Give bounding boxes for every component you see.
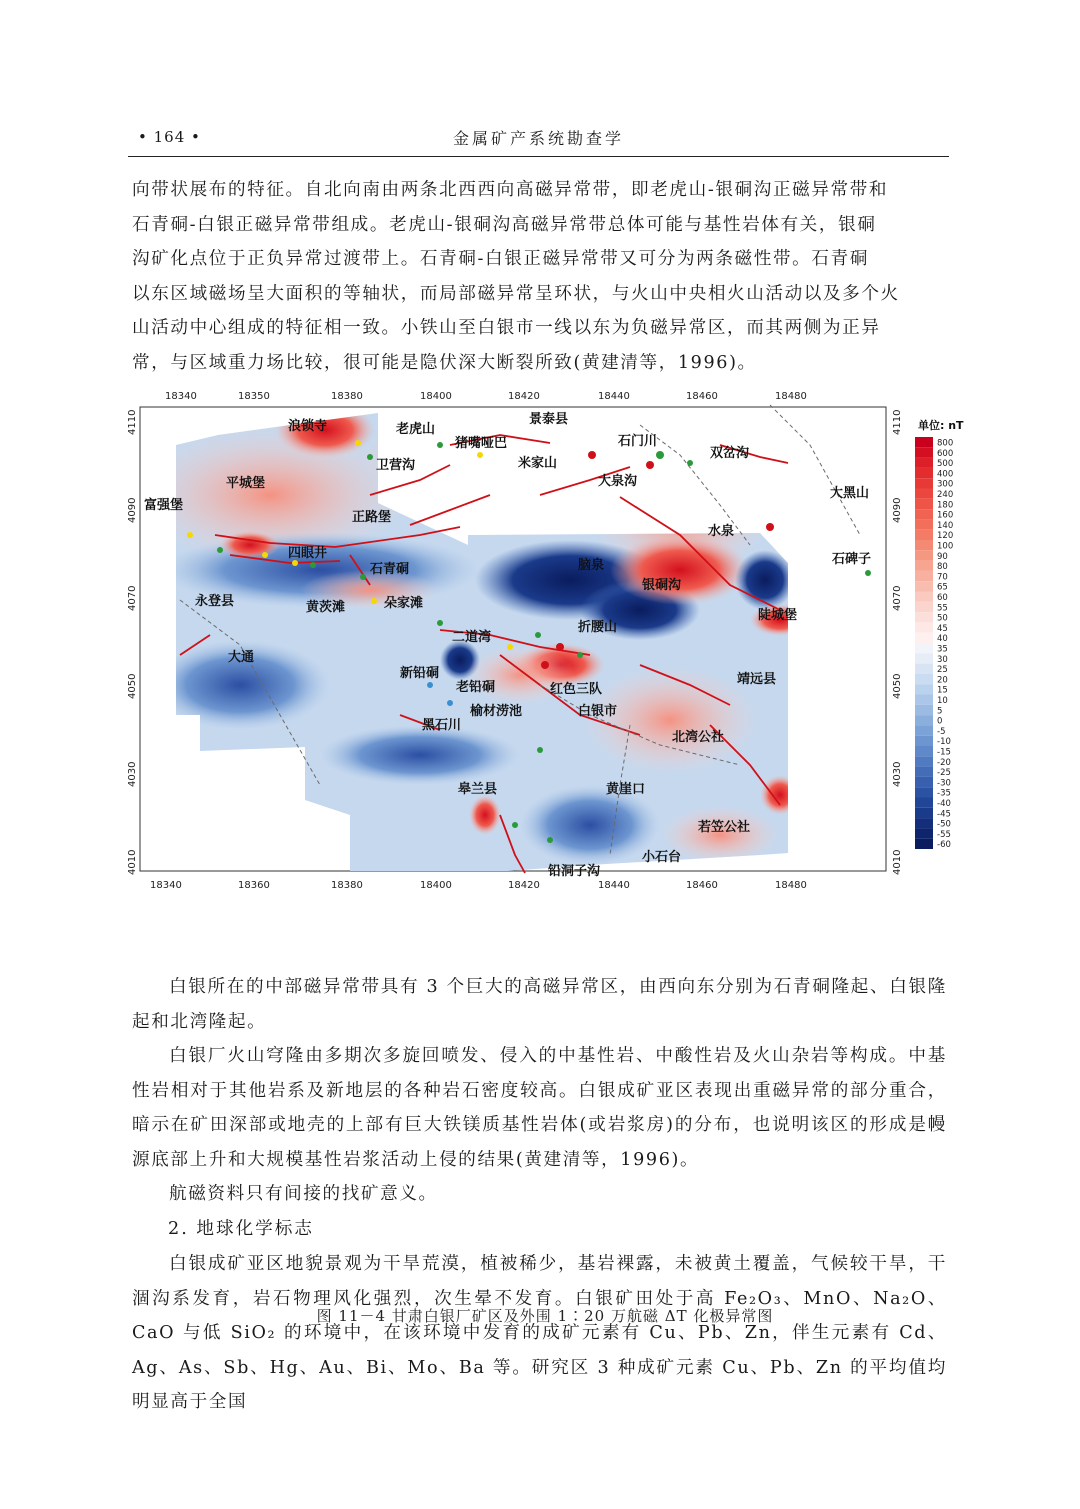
legend-swatch <box>915 499 933 509</box>
paragraph: 航磁资料只有间接的找矿意义。 <box>169 1184 438 1204</box>
place-label: 大通 <box>228 650 255 665</box>
legend-value: 80 <box>937 562 948 573</box>
legend-swatch <box>915 787 933 797</box>
place-label: 红色三队 <box>550 682 603 697</box>
left-axis <box>127 410 138 875</box>
legend-swatch <box>915 458 933 468</box>
place-label: 石门川 <box>618 434 658 449</box>
place-label: 脑泉 <box>578 558 605 573</box>
legend-swatch <box>915 561 933 571</box>
legend-swatch <box>915 571 933 581</box>
legend-value: 0 <box>937 716 943 727</box>
legend-swatch <box>915 695 933 705</box>
legend-swatch <box>915 602 933 612</box>
place-label: 四眼井 <box>288 546 328 561</box>
text-line: 山活动中心组成的特征相一致。小铁山至白银市一线以东为负磁异常区，而其两侧为正异 <box>132 318 881 338</box>
legend-swatch <box>915 808 933 818</box>
legend-swatch <box>915 509 933 519</box>
tick-label: 4090 <box>892 497 903 523</box>
page-number: • 164 • <box>138 128 201 146</box>
legend-value: -30 <box>937 778 951 789</box>
legend-swatch <box>915 736 933 746</box>
legend-value: 50 <box>937 613 948 624</box>
tick-label: 18340 <box>150 880 182 891</box>
place-label: 正路堡 <box>352 510 392 525</box>
legend-value: -60 <box>937 840 951 851</box>
tick-label: 18340 <box>165 391 197 402</box>
place-label: 景泰县 <box>529 412 569 427</box>
legend-swatch <box>915 839 933 849</box>
place-label: 陡城堡 <box>758 608 798 623</box>
legend-value: 20 <box>937 675 948 686</box>
legend-value: 140 <box>937 520 954 531</box>
place-label: 平城堡 <box>226 476 266 491</box>
legend-swatch <box>915 478 933 488</box>
tick-label: 18380 <box>331 880 363 891</box>
legend-swatch <box>915 519 933 529</box>
paragraph: 白银成矿亚区地貌景观为干旱荒漠，植被稀少，基岩裸露，未被黄土覆盖，气候较干旱，干涸沟系发育，岩石物理风化强烈，次生晕不发育。白银矿田处于高 Fe₂O₃、MnO、Na₂O、CaO 与低 SiO₂ 的环境中，在该环境中发育的成矿元素有 Cu、Pb、Zn，伴生元素有 Cd、Ag、As、Sb、Hg、Au、Bi、Mo、Ba 等。研究区 3 种成矿元素 Cu、Pb、Zn 的平均值均明显高于全国 <box>132 1254 947 1412</box>
tick-label: 18440 <box>598 391 630 402</box>
legend-swatch <box>915 684 933 694</box>
place-label: 黑石川 <box>422 718 462 733</box>
legend-swatch <box>915 653 933 663</box>
place-label: 石青硐 <box>370 562 410 577</box>
tick-label: 18480 <box>775 880 807 891</box>
legend-swatch <box>915 767 933 777</box>
legend-swatch <box>915 664 933 674</box>
legend-value: 60 <box>937 593 948 603</box>
place-label: 老虎山 <box>396 422 436 437</box>
tick-label: 18400 <box>420 391 452 402</box>
tick-label: 18400 <box>420 880 452 891</box>
legend-swatch <box>915 777 933 787</box>
paragraph: 白银厂火山穹隆由多期次多旋回喷发、侵入的中基性岩、中酸性岩及火山杂岩等构成。中基性岩相对于其他岩系及新地层的各种岩石密度较高。白银成矿亚区表现出重磁异常的部分重合，暗示在矿田深部或地壳的上部有巨大铁镁质基性岩体(或岩浆房)的分布，也说明该区的形成是幔源底部上升和大规模基性岩浆活动上侵的结果(黄建清等，1996)。 <box>132 1046 947 1170</box>
place-label: 新铅硐 <box>400 666 440 681</box>
place-label: 大泉沟 <box>598 474 638 489</box>
legend-value: -5 <box>937 726 946 737</box>
paragraph: 白银所在的中部磁异常带具有 3 个巨大的高磁异常区，由西向东分别为石青硐隆起、白银隆起和北湾隆起。 <box>132 977 947 1032</box>
legend-value: -55 <box>937 829 951 840</box>
color-legend <box>915 418 964 850</box>
anomaly-map <box>120 385 970 910</box>
tick-label: 18360 <box>238 880 270 891</box>
place-label: 折腰山 <box>578 620 618 635</box>
legend-value: -40 <box>937 799 951 809</box>
legend-value: 45 <box>937 623 948 634</box>
legend-swatch <box>915 633 933 643</box>
legend-value: 30 <box>937 654 948 665</box>
legend-swatch <box>915 581 933 591</box>
tick-label: 4030 <box>892 761 903 787</box>
legend-swatch <box>915 468 933 478</box>
legend-value: 600 <box>937 448 954 459</box>
legend-title: 单位: nT <box>918 419 964 432</box>
legend-swatch <box>915 674 933 684</box>
place-label: 榆材涝池 <box>470 704 523 719</box>
text-line: 石青硐-白银正磁异常带组成。老虎山-银硐沟高磁异常带总体可能与基性岩体有关，银硐 <box>132 214 877 235</box>
legend-value: 15 <box>937 685 948 696</box>
legend-swatch <box>915 715 933 725</box>
legend-value: 240 <box>937 490 954 500</box>
tick-label: 4050 <box>892 673 903 699</box>
legend-value: 300 <box>937 479 954 490</box>
legend-value: -25 <box>937 768 951 779</box>
place-label: 永登县 <box>195 594 235 609</box>
legend-swatch <box>915 592 933 602</box>
legend-value: 180 <box>937 500 954 511</box>
tick-label: 4010 <box>892 849 903 875</box>
place-label: 黄崖口 <box>606 782 646 797</box>
text-line: 向带状展布的特征。自北向南由两条北西西向高磁异常带，即老虎山-银硐沟正磁异常带和 <box>132 180 889 200</box>
legend-swatch <box>915 612 933 622</box>
tick-label: 4030 <box>127 761 138 787</box>
place-label: 富强堡 <box>144 498 184 513</box>
tick-label: 4070 <box>892 585 903 611</box>
tick-label: 18460 <box>686 391 718 402</box>
legend-value: 160 <box>937 510 954 521</box>
place-label: 靖远县 <box>737 672 777 687</box>
paragraph-top <box>132 173 947 380</box>
legend-swatch <box>915 643 933 653</box>
place-label: 黄茨滩 <box>306 600 346 615</box>
tick-label: 4110 <box>892 409 903 435</box>
legend-swatch <box>915 550 933 560</box>
header-rule <box>128 156 949 157</box>
legend-value: 90 <box>937 551 948 562</box>
legend-swatch <box>915 489 933 499</box>
legend-value: 10 <box>937 696 948 706</box>
text-line: 常，与区域重力场比较，很可能是隐伏深大断裂所致(黄建清等，1996)。 <box>132 352 757 373</box>
place-label: 若笠公社 <box>698 820 751 835</box>
legend-value: 70 <box>937 572 948 583</box>
place-label: 米家山 <box>518 456 558 471</box>
bottom-axis <box>150 880 807 891</box>
legend-swatch <box>915 540 933 550</box>
legend-value: 120 <box>937 531 954 542</box>
place-label: 猪嘴哑巴 <box>455 436 508 451</box>
place-label: 银硐沟 <box>642 578 682 593</box>
place-label: 小石台 <box>642 850 682 865</box>
legend-value: -15 <box>937 747 951 758</box>
legend-value: -20 <box>937 757 951 768</box>
tick-label: 18420 <box>508 880 540 891</box>
legend-value: 500 <box>937 459 954 470</box>
legend-value: 25 <box>937 665 948 676</box>
tick-label: 4090 <box>127 497 138 523</box>
place-label: 北湾公社 <box>672 730 725 745</box>
tick-label: 4070 <box>127 585 138 611</box>
top-axis <box>165 391 807 402</box>
legend-swatch <box>915 818 933 828</box>
legend-value: 800 <box>937 438 954 449</box>
legend-value: 100 <box>937 541 954 552</box>
place-label: 双岔沟 <box>710 446 750 461</box>
legend-swatch <box>915 756 933 766</box>
tick-label: 18460 <box>686 880 718 891</box>
tick-label: 18440 <box>598 880 630 891</box>
legend-value: 5 <box>937 706 943 717</box>
paragraph-geochem <box>132 1247 947 1420</box>
place-label: 石碑子 <box>832 552 872 567</box>
legend-swatches <box>915 437 953 850</box>
place-label: 朵家滩 <box>384 596 424 611</box>
legend-value: 400 <box>937 469 954 480</box>
page-header <box>128 126 949 156</box>
tick-label: 18420 <box>508 391 540 402</box>
right-axis <box>892 410 903 875</box>
tick-label: 4050 <box>127 673 138 699</box>
tick-label: 4010 <box>127 849 138 875</box>
place-label: 老铅硐 <box>456 680 496 695</box>
place-label: 水泉 <box>708 524 735 539</box>
section-heading: 2. 地球化学标志 <box>168 1219 314 1239</box>
legend-value: -45 <box>937 809 951 820</box>
legend-swatch <box>915 725 933 735</box>
place-label: 浪锁寺 <box>288 419 328 434</box>
place-label: 卫营沟 <box>376 458 416 473</box>
text-line: 以东区域磁场呈大面积的等轴状，而局部磁异常呈环状，与火山中央相火山活动以及多个火 <box>132 283 900 304</box>
paragraph-block-bottom <box>132 970 947 1212</box>
legend-swatch <box>915 798 933 808</box>
legend-swatch <box>915 746 933 756</box>
legend-value: 65 <box>937 582 948 593</box>
legend-value: 55 <box>937 603 948 614</box>
legend-swatch <box>915 530 933 540</box>
place-label: 铅洞子沟 <box>548 864 601 879</box>
legend-swatch <box>915 622 933 632</box>
tick-label: 18350 <box>238 391 270 402</box>
legend-swatch <box>915 447 933 457</box>
tick-label: 18480 <box>775 391 807 402</box>
figure-caption: 图 11－4 甘肃白银厂矿区及外围 1∶20 万航磁 ΔT 化极异常图 <box>316 1307 774 1325</box>
tick-label: 4110 <box>127 409 138 435</box>
legend-value: -50 <box>937 819 951 830</box>
place-label: 白银市 <box>578 704 618 719</box>
legend-value: 35 <box>937 644 948 655</box>
legend-value: 40 <box>937 634 948 645</box>
running-title: 金属矿产系统勘查学 <box>452 129 624 148</box>
legend-swatch <box>915 828 933 838</box>
text-line: 沟矿化点位于正负异常过渡带上。石青硐-白银正磁异常带又可分为两条磁性带。石青硐 <box>132 249 869 269</box>
legend-value: -10 <box>937 737 951 748</box>
legend-swatch <box>915 705 933 715</box>
place-label: 大黑山 <box>830 486 870 501</box>
place-label: 皋兰县 <box>458 782 498 797</box>
legend-value: -35 <box>937 788 951 799</box>
legend-swatch <box>915 437 933 447</box>
tick-label: 18380 <box>331 391 363 402</box>
place-label: 二道湾 <box>452 630 492 645</box>
